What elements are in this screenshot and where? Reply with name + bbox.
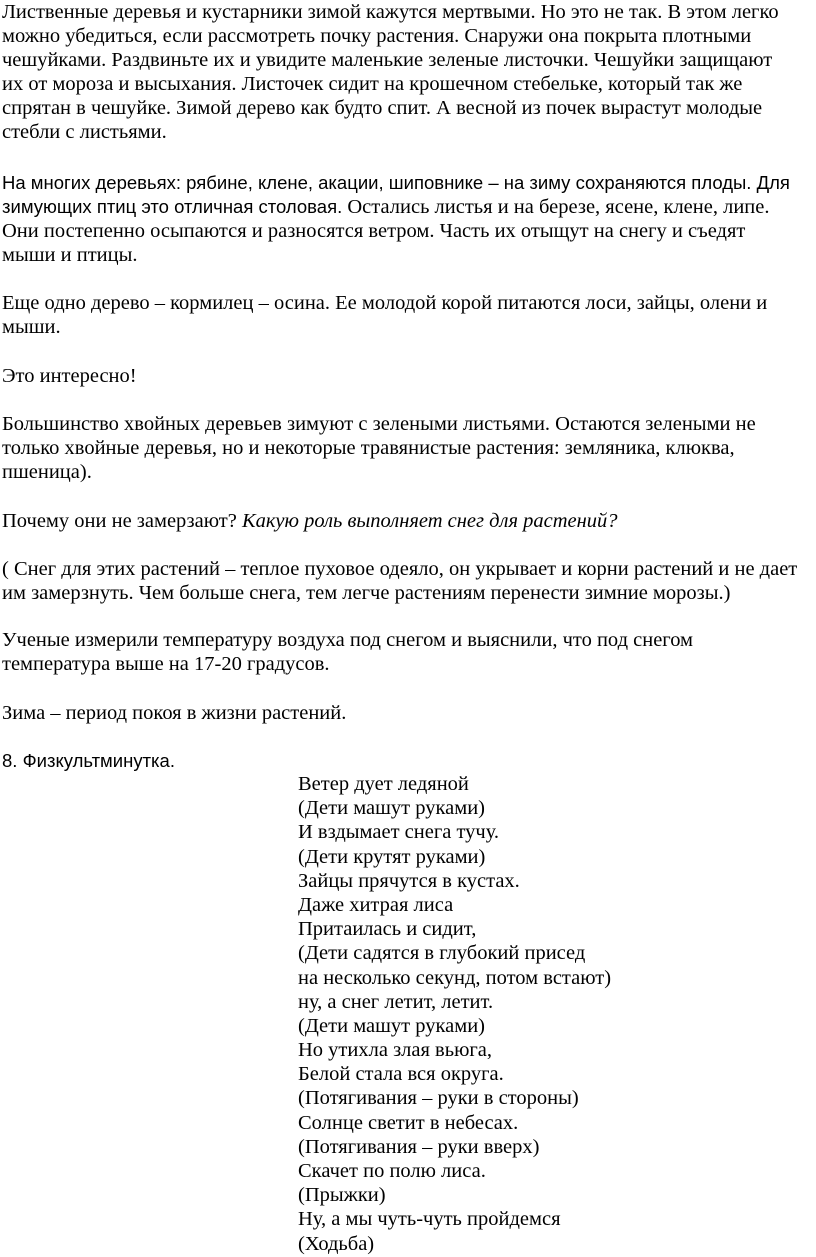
paragraph-conifers bbox=[2, 412, 814, 484]
text-line: Зима – период покоя в жизни растений. bbox=[2, 702, 347, 724]
text-line: Они постепенно осыпаются и разносятся ветром. Часть их отыщут на снегу и съедят bbox=[2, 220, 746, 242]
poem-line: Ветер дует ледяной bbox=[298, 773, 469, 795]
poem-line: (Прыжки) bbox=[298, 1184, 386, 1207]
paragraph-winter-fruits bbox=[2, 171, 814, 267]
poem-line: (Дети машут руками) bbox=[298, 797, 486, 820]
poem-line: Притаилась и сидит, bbox=[298, 918, 477, 941]
text-line: им замерзнуть. Чем больше снега, тем легче растениям перенести зимние морозы.) bbox=[2, 582, 731, 604]
text-line: На многих деревьях: рябине, клене, акации, шиповнике – на зиму сохраняются плоды. Для bbox=[2, 172, 790, 193]
text-line: спрятан в чешуйке. Зимой дерево как будто спит. А весной из почек вырастут молодые bbox=[2, 97, 763, 119]
text-line: Большинство хвойных деревьев зимуют с зелеными листьями. Остаются зелеными не bbox=[2, 413, 756, 435]
text-line: Ученые измерили температуру воздуха под снегом и выяснили, что под снегом bbox=[2, 629, 694, 651]
poem-line: Ну, а мы чуть-чуть пройдемся bbox=[298, 1208, 561, 1231]
poem-line: Белой стала вся округа. bbox=[298, 1063, 504, 1086]
paragraph-snow-blanket bbox=[2, 557, 814, 605]
text-line: Лиственные деревья и кустарники зимой кажутся мертвыми. Но это не так. В этом легко bbox=[2, 1, 779, 23]
poem-line: ну, а снег летит, летит. bbox=[298, 990, 494, 1013]
question-italic-text: Какую роль выполняет снег для растений? bbox=[241, 510, 618, 532]
text-line: мыши. bbox=[2, 316, 61, 338]
question-text: Почему они не замерзают? bbox=[2, 510, 242, 532]
poem-line: (Потягивания – руки в стороны) bbox=[298, 1087, 579, 1110]
text-line: стебли с листьями. bbox=[2, 121, 167, 143]
poem-line: (Дети садятся в глубокий присед bbox=[298, 942, 586, 965]
poem-line: (Потягивания – руки вверх) bbox=[298, 1135, 540, 1158]
poem-line: Солнце светит в небесах. bbox=[298, 1111, 519, 1134]
text-line: ( Снег для этих растений – теплое пуховое одеяло, он укрывает и корни растений и не дает bbox=[2, 558, 798, 580]
poem-line: (Ходьба) bbox=[298, 1232, 375, 1255]
poem-block bbox=[298, 772, 698, 1256]
poem-line: Даже хитрая лиса bbox=[298, 893, 454, 916]
text-line: Это интересно! bbox=[2, 365, 137, 387]
text-line: температура выше на 17-20 градусов. bbox=[2, 653, 330, 675]
text-line: можно убедиться, если рассмотреть почку растения. Снаружи она покрыта плотными bbox=[2, 25, 752, 47]
paragraph-aspen bbox=[2, 291, 814, 339]
poem-line: И вздымает снега тучу. bbox=[298, 821, 500, 844]
poem-line: на несколько секунд, потом встают) bbox=[298, 966, 612, 989]
section-heading bbox=[2, 749, 814, 773]
text-line bbox=[2, 509, 814, 533]
poem-line: Но утихла злая вьюга, bbox=[298, 1039, 493, 1062]
paragraph-temperature bbox=[2, 628, 814, 676]
text-line: чешуйками. Раздвиньте их и увидите маленькие зеленые листочки. Чешуйки защищают bbox=[2, 49, 773, 71]
paragraph-question bbox=[2, 509, 814, 533]
text-line bbox=[2, 195, 814, 219]
paragraph-dormancy bbox=[2, 701, 814, 725]
paragraph-deciduous-trees bbox=[2, 0, 814, 144]
text-line: пшеница). bbox=[2, 461, 92, 483]
paragraph-interesting bbox=[2, 364, 814, 388]
poem-line: (Дети машут руками) bbox=[298, 1014, 486, 1037]
text-segment-sans: зимующих птиц это отличная столовая. bbox=[2, 196, 343, 217]
text-line: их от мороза и высыхания. Листочек сидит на крошечном стебельке, который так же bbox=[2, 73, 743, 95]
poem-line: Зайцы прячутся в кустах. bbox=[298, 869, 520, 892]
text-line: только хвойные деревья, но и некоторые травянистые растения: земляника, клюква, bbox=[2, 437, 735, 459]
poem-line: Скачет по полю лиса. bbox=[298, 1160, 486, 1182]
text-segment-serif: Остались листья и на березе, ясене, клене, липе. bbox=[342, 196, 770, 218]
heading-text: 8. Физкультминутка. bbox=[2, 750, 175, 771]
poem-line: (Дети крутят руками) bbox=[298, 845, 486, 868]
text-line: мыши и птицы. bbox=[2, 244, 138, 266]
text-line: Еще одно дерево – кормилец – осина. Ее молодой корой питаются лоси, зайцы, олени и bbox=[2, 292, 768, 314]
